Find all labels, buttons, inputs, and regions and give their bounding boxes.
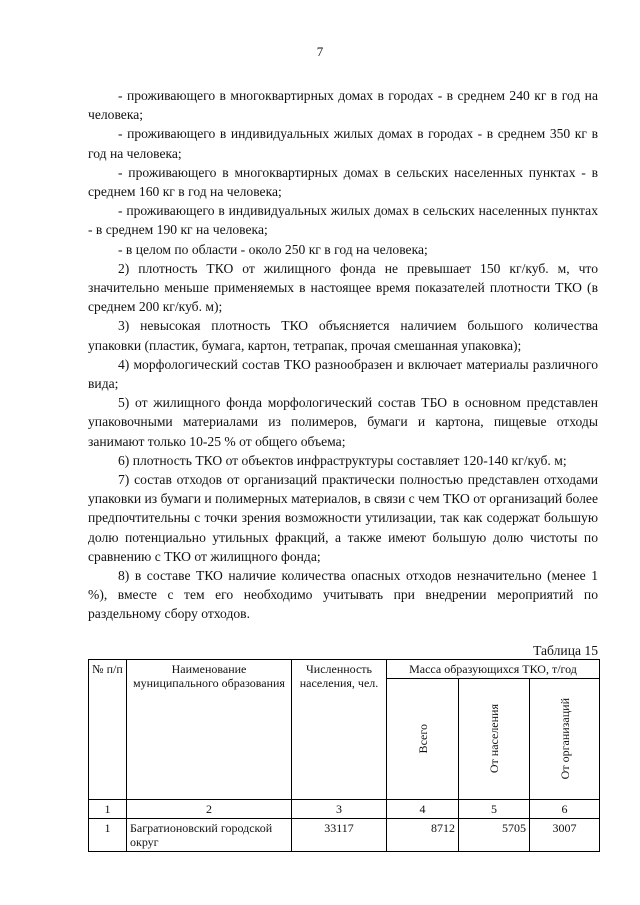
header-from-population-label: От населения <box>487 704 501 774</box>
data-table <box>88 659 600 852</box>
header-total <box>387 679 459 800</box>
index-cell: 2 <box>127 800 292 819</box>
index-cell: 3 <box>292 800 387 819</box>
index-cell: 4 <box>387 800 459 819</box>
paragraph: - в целом по области - около 250 кг в год на человека; <box>118 241 428 257</box>
header-mass: Масса образующихся ТКО, т/год <box>387 660 600 679</box>
header-name: Наименование муниципального образования <box>127 660 292 800</box>
header-from-population <box>459 679 530 800</box>
header-from-organizations-label: От организаций <box>557 698 572 780</box>
paragraph: 3) невысокая плотность ТКО объясняется наличием большого количества упаковки (пластик, бумага, картон, тетрапак, прочая смешанная упаковка); <box>88 318 598 353</box>
row-num: 1 <box>89 819 127 852</box>
body-text <box>88 86 598 624</box>
index-cell: 1 <box>89 800 127 819</box>
paragraph: 8) в составе ТКО наличие количества опасных отходов незначительно (менее 1 %), вместе с тем его необходимо учитывать при внедрении мероприятий по раздельному сбору отходов. <box>88 568 598 622</box>
paragraph: 4) морфологический состав ТКО разнообразен и включает материалы различного вида; <box>88 356 598 392</box>
paragraph: - проживающего в многоквартирных домах в городах - в среднем 240 кг в год на человека; <box>88 88 598 123</box>
row-name: Багратионовский городской округ <box>127 819 292 852</box>
page-number: 7 <box>316 44 324 59</box>
row-from-population: 5705 <box>459 819 530 852</box>
table-caption: Таблица 15 <box>533 643 598 658</box>
header-total-label: Всего <box>415 724 430 754</box>
paragraph: 6) плотность ТКО от объектов инфраструктуры составляет 120-140 кг/куб. м; <box>118 452 567 468</box>
header-num: № п/п <box>89 660 127 800</box>
paragraph: - проживающего в индивидуальных жилых домах в сельских населенных пунктах - в среднем 190 кг на человека; <box>88 203 598 238</box>
paragraph: 5) от жилищного фонда морфологический состав ТБО в основном представлен упаковочными материалами из полимеров, бумаги и картона, пищевые отходы занимают только 10-25 % от общего объема; <box>88 395 598 449</box>
index-cell: 6 <box>530 800 600 819</box>
paragraph: - проживающего в многоквартирных домах в сельских населенных пунктах - в среднем 160 кг в год на человека; <box>88 164 598 200</box>
paragraph: 7) состав отходов от организаций практически полностью представлен отходами упаковки из бумаги и полимерных материалов, в связи с чем ТКО от организаций более предпочтительны с точки зрения возможности утилизации, так как содержат большую долю потенциально утильных фракций, а также имеют большую долю чистоты по сравнению с ТКО от жилищного фонда; <box>88 472 598 564</box>
table-row <box>89 819 600 852</box>
paragraph: 2) плотность ТКО от жилищного фонда не превышает 150 кг/куб. м, что значительно меньше применяемых в настоящее время показателей плотности ТКО (в среднем 200 кг/куб. м); <box>88 260 598 315</box>
row-population: 33117 <box>292 819 387 852</box>
index-row <box>89 800 600 819</box>
row-total: 8712 <box>387 819 459 852</box>
header-population: Численность населения, чел. <box>292 660 387 800</box>
index-cell: 5 <box>459 800 530 819</box>
row-from-organizations: 3007 <box>530 819 600 852</box>
paragraph: - проживающего в индивидуальных жилых домах в городах - в среднем 350 кг в год на человека; <box>88 126 598 161</box>
header-from-organizations <box>530 679 600 800</box>
